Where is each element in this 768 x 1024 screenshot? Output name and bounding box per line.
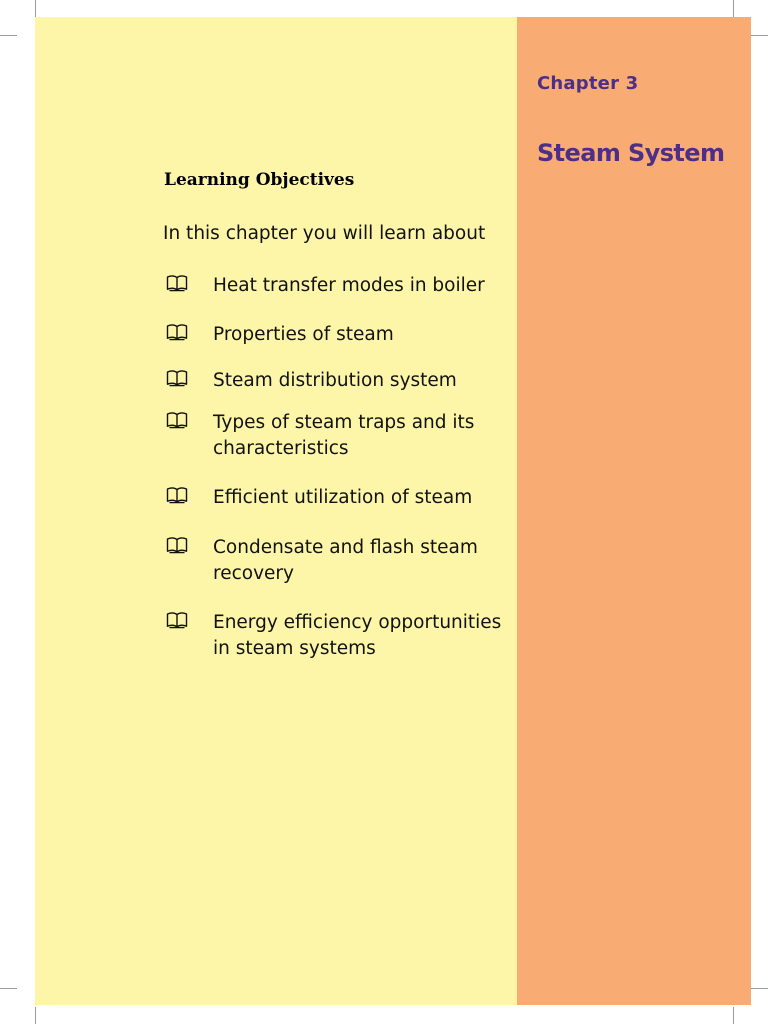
objective-item — [166, 410, 506, 462]
book-icon — [166, 322, 188, 342]
book-icon — [166, 535, 188, 555]
chapter-page — [35, 17, 751, 1005]
chapter-sidebar — [517, 17, 751, 1005]
objective-text: Condensate and flash steam recovery — [213, 537, 478, 584]
objective-item — [166, 610, 506, 662]
learning-objectives-heading: Learning Objectives — [164, 170, 355, 190]
objective-item — [166, 535, 506, 587]
objective-text: Types of steam traps and its characteristics — [213, 412, 475, 459]
objective-text: Properties of steam — [213, 324, 394, 345]
crop-mark — [35, 0, 36, 17]
crop-mark — [733, 0, 734, 17]
crop-mark — [35, 1007, 36, 1024]
objective-item — [166, 485, 506, 511]
objective-text: Steam distribution system — [213, 370, 457, 391]
crop-mark — [0, 988, 17, 989]
book-icon — [166, 485, 188, 505]
chapter-title: Steam System — [537, 139, 725, 167]
objectives-intro: In this chapter you will learn about — [163, 223, 486, 244]
book-icon — [166, 368, 188, 388]
objective-text: Efficient utilization of steam — [213, 487, 473, 508]
objective-item — [166, 273, 506, 299]
objective-item — [166, 368, 506, 394]
crop-mark — [751, 35, 768, 36]
book-icon — [166, 273, 188, 293]
book-icon — [166, 410, 188, 430]
crop-mark — [733, 1007, 734, 1024]
objective-item — [166, 322, 506, 348]
chapter-label: Chapter 3 — [537, 73, 639, 94]
book-icon — [166, 610, 188, 630]
objective-text: Energy efficiency opportunities in steam systems — [213, 612, 502, 659]
objective-text: Heat transfer modes in boiler — [213, 275, 485, 296]
crop-mark — [0, 35, 17, 36]
crop-mark — [751, 988, 768, 989]
